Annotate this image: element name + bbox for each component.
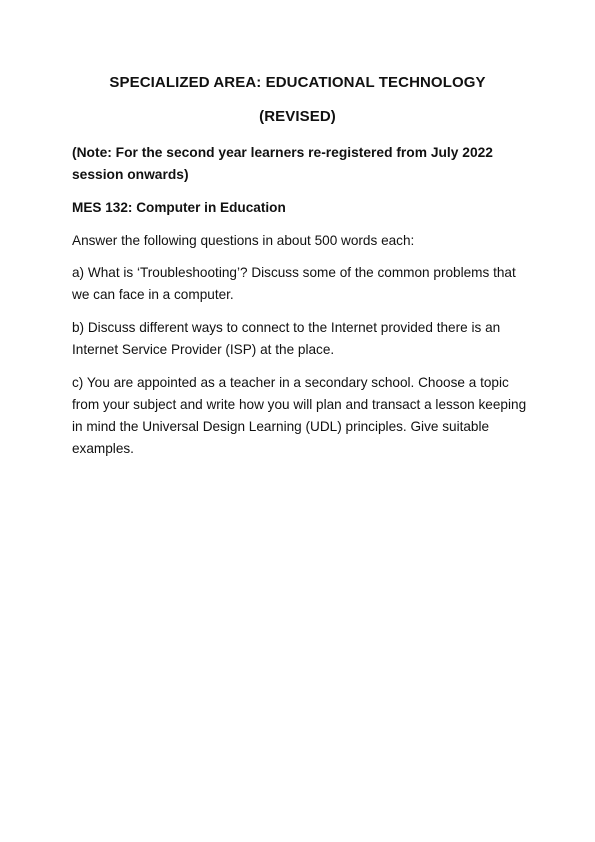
question-b: b) Discuss different ways to connect to the Internet provided there is an Internet Service Provider (ISP) at the place. (72, 320, 501, 357)
course-heading: MES 132: Computer in Education (72, 200, 286, 215)
page-title: SPECIALIZED AREA: EDUCATIONAL TECHNOLOGY (109, 74, 486, 91)
note-text: (Note: For the second year learners re-registered from July 2022 session onwards) (72, 145, 493, 182)
instruction-text: Answer the following questions in about 500 words each: (72, 233, 415, 248)
question-c: c) You are appointed as a teacher in a secondary school. Choose a topic from your subject and write how you will plan and transact a lesson keeping in mind the Universal Design Learning (UDL) principles. Give suitable examples. (72, 375, 527, 456)
question-a: a) What is ‘Troubleshooting’? Discuss some of the common problems that we can face in a computer. (72, 265, 516, 302)
page-subtitle: (REVISED) (259, 108, 336, 125)
